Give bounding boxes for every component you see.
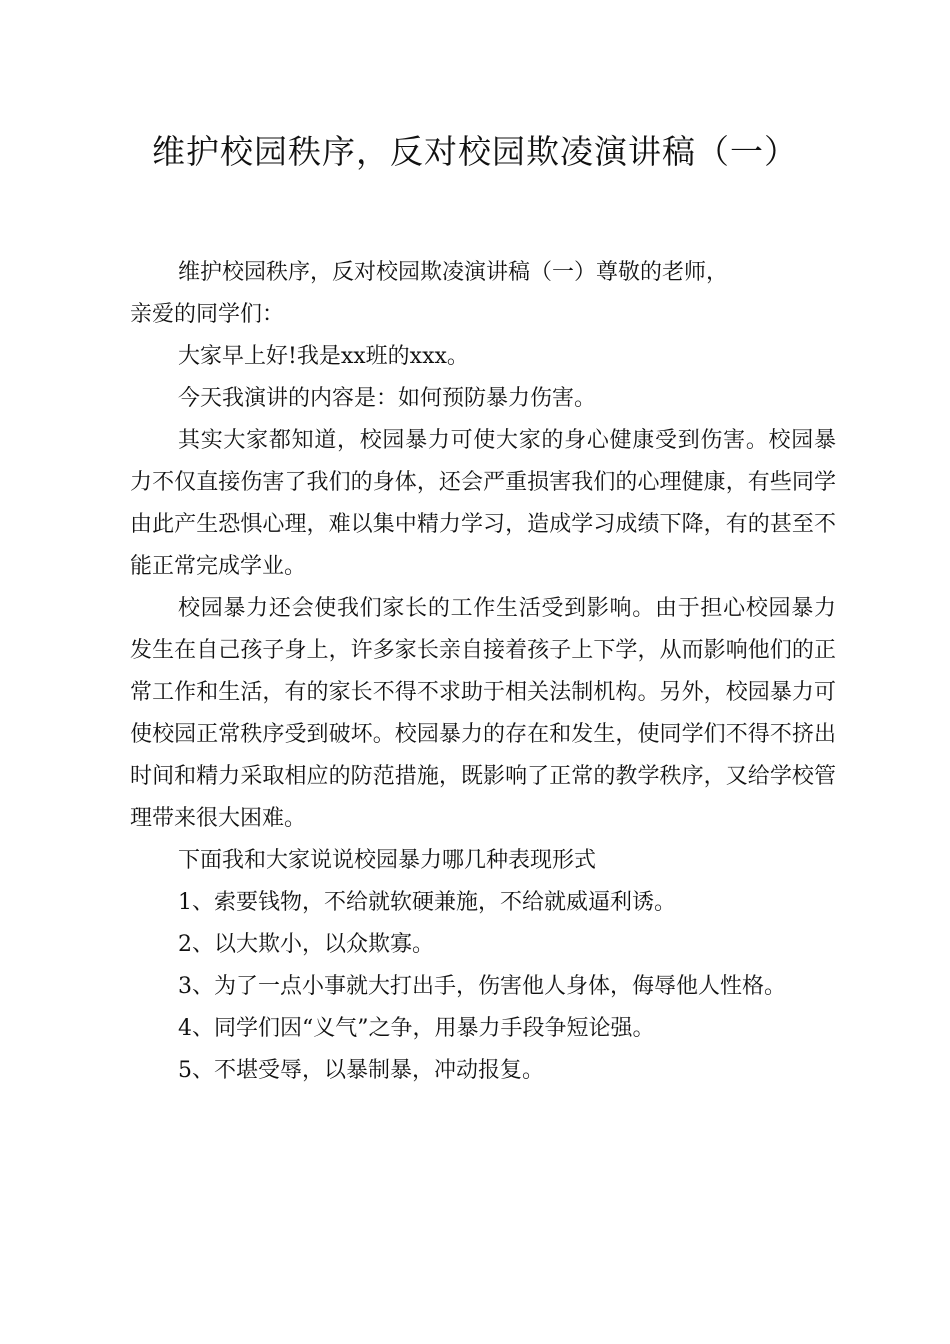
- list-item: 4、同学们因“义气”之争，用暴力手段争短论强。: [178, 1016, 655, 1041]
- paragraph-salutation: 亲爱的同学们：: [130, 302, 285, 327]
- paragraph-greeting: 大家早上好!我是xx班的xxx。: [178, 344, 469, 369]
- document-body: [130, 252, 836, 1092]
- list-item: 5、不堪受辱，以暴制暴，冲动报复。: [178, 1058, 544, 1083]
- paragraph-opening: 维护校园秩序，反对校园欺凌演讲稿（一）尊敬的老师，: [178, 260, 729, 285]
- paragraph-harm-parents: 校园暴力还会使我们家长的工作生活受到影响。由于担心校园暴力发生在自己孩子身上，许多家长亲自接着孩子上下学，从而影响他们的正常工作和生活，有的家长不得不求助于相关法制机构。另外，校园暴力可使校园正常秩序受到破坏。校园暴力的存在和发生，使同学们不得不挤出时间和精力采取相应的防范措施，既影响了正常的教学秩序，又给学校管理带来很大困难。: [130, 596, 836, 831]
- list-item: 1、索要钱物，不给就软硬兼施，不给就威逼利诱。: [178, 890, 676, 915]
- paragraph-topic: 今天我演讲的内容是：如何预防暴力伤害。: [178, 386, 597, 411]
- document-title: 维护校园秩序，反对校园欺凌演讲稿（一）: [152, 132, 798, 171]
- paragraph-forms-intro: 下面我和大家说说校园暴力哪几种表现形式: [178, 848, 597, 873]
- list-item: 3、为了一点小事就大打出手，伤害他人身体，侮辱他人性格。: [178, 974, 786, 999]
- paragraph-harm-students: 其实大家都知道，校园暴力可使大家的身心健康受到伤害。校园暴力不仅直接伤害了我们的身体，还会严重损害我们的心理健康，有些同学由此产生恐惧心理，难以集中精力学习，造成学习成绩下降，有的甚至不能正常完成学业。: [130, 428, 836, 579]
- list-item: 2、以大欺小，以众欺寡。: [178, 932, 434, 957]
